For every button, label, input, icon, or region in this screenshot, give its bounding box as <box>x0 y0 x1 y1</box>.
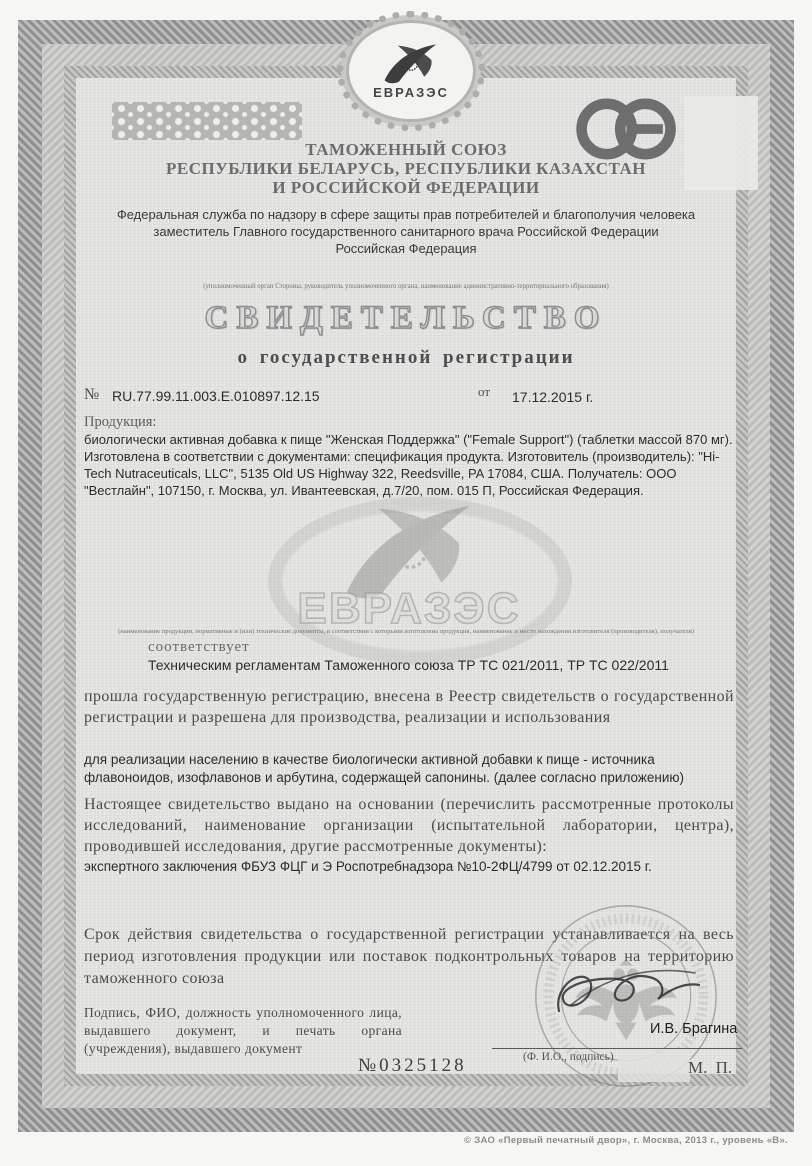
document-title: СВИДЕТЕЛЬСТВО <box>204 300 608 336</box>
union-line-3: И РОССИЙСКОЙ ФЕДЕРАЦИИ <box>272 178 540 197</box>
blank-serial-number: №0325128 <box>358 1055 467 1076</box>
stamp-highlight-box <box>618 1048 690 1082</box>
compliance-intro: соответствует <box>148 639 250 655</box>
number-label: № <box>84 386 100 403</box>
seal-place-note: М. П. <box>688 1058 733 1077</box>
document-subtitle: о государственной регистрации <box>237 347 575 368</box>
product-label: Продукция: <box>84 414 157 430</box>
guilloche-pattern-block <box>112 102 302 140</box>
authority-line-2: заместитель Главного государственного санитарного врача Российской Федерации <box>153 224 659 239</box>
union-line-1: ТАМОЖЕННЫЙ СОЮЗ <box>305 140 507 159</box>
signature-caption: Подпись, ФИО, должность уполномоченного лица, выдавшего документ, и печать органа (учреждения), выдавшего документ <box>84 1005 402 1056</box>
evrazes-swoosh-icon <box>378 42 444 84</box>
basis-statement: Настоящее свидетельство выдано на основании (перечислить рассмотренные протоколы исследований, наименование организации (испытательной лаборатории, центра), проводившей исследования, другие рассмотренные документы): <box>84 796 734 855</box>
signature-line <box>492 1048 742 1049</box>
evrazes-badge-label: ЕВРАЗЭС <box>373 85 449 100</box>
date-label: от <box>478 384 491 399</box>
registration-statement: прошла государственную регистрацию, внесена в Реестр свидетельств о государственной регистрации и разрешена для производства, реализации и использования <box>84 688 734 726</box>
issuing-authority <box>76 206 736 257</box>
validity-statement: Срок действия свидетельства о государственной регистрации устанавливается на весь период изготовления продукции или поставок подконтрольных товаров на территорию таможенного союза <box>84 926 734 987</box>
authority-line-1: Федеральная служба по надзору в сфере защиты прав потребителей и благополучия человека <box>116 207 696 222</box>
compliance-regulations: Техническим регламентам Таможенного союза ТР ТС 021/2011, ТР ТС 022/2011 <box>148 657 669 673</box>
signature-line-note: (Ф. И.О., подпись) <box>523 1051 614 1063</box>
authority-line-3: Российская Федерация <box>335 241 477 256</box>
registration-date: 17.12.2015 г. <box>512 389 594 405</box>
watermark-label: ЕВРАЗЭС <box>297 584 521 633</box>
signer-name: И.В. Брагина <box>650 1021 738 1037</box>
product-footnote: (наименование продукции, нормативные и (или) технические документы, в соответствии с которыми изготовлена продукция, наименование и место нахождения изготовителя (производителя), получателя) <box>118 628 694 635</box>
evrazes-badge <box>346 20 476 122</box>
union-line-2: РЕСПУБЛИКИ БЕЛАРУСЬ, РЕСПУБЛИКИ КАЗАХСТАН <box>166 159 646 178</box>
product-description: биологически активная добавка к пище "Женская Поддержка" ("Female Support") (таблетки массой 870 мг). Изготовлена в соответствии с документами: спецификация продукта. Изготовитель (производитель): "Hi-Tech Nutraceuticals, LLC", 5135 Old US Highway 322, Reedsville, PA 17084, США. Получатель: ООО "Вестлайн", 107150, г. Москва, ул. Ивантеевская, д.7/20, пом. 015 П, Российская Федерация. <box>84 432 733 498</box>
registration-number: RU.77.99.11.003.Е.010897.12.15 <box>112 388 320 404</box>
printer-copyright: © ЗАО «Первый печатный двор», г. Москва, 2013 г., уровень «В». <box>463 1135 788 1146</box>
basis-documents: экспертного заключения ФБУЗ ФЦГ и Э Роспотребнадзора №10-2ФЦ/4799 от 02.12.2015 г. <box>84 859 652 874</box>
customs-union-header <box>76 140 736 197</box>
usage-statement: для реализации населению в качестве биологически активной добавки к пище - источника флавоноидов, изофлавонов и арбутина, содержащей сапонины. (далее согласно приложению) <box>84 752 685 785</box>
authority-footnote: (уполномоченный орган Стороны, руководитель уполномоченного органа, наименование административно-территориального образования) <box>203 283 609 290</box>
